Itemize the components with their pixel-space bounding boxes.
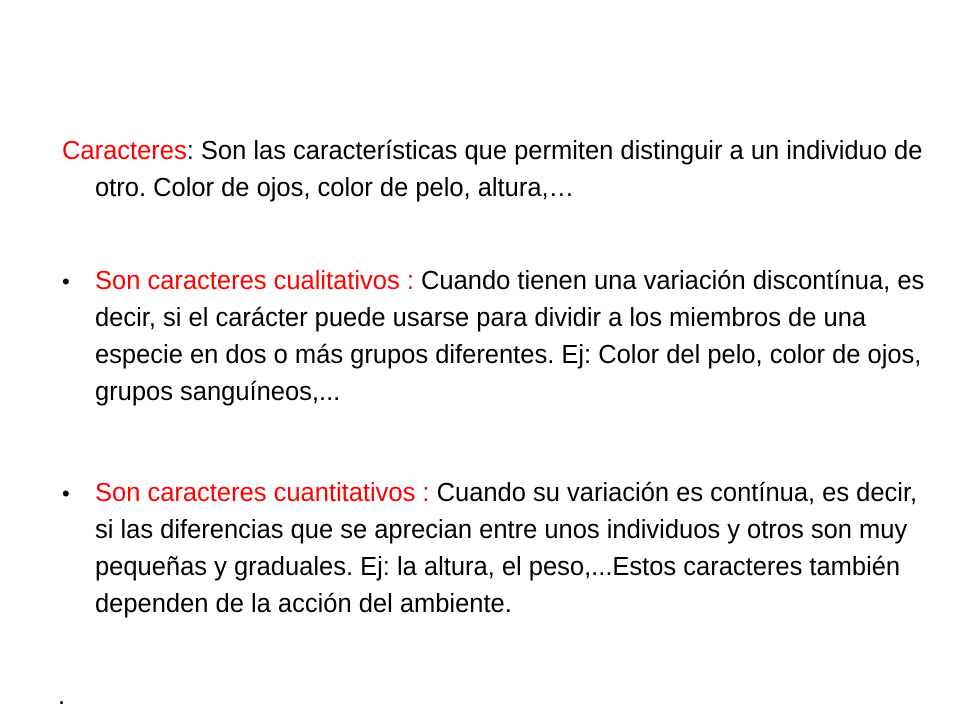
bullet-icon: •	[62, 269, 70, 294]
intro-text: : Son las características que permiten distinguir a un individuo de otro. Color de ojos, color de pelo, altura,…	[95, 137, 923, 202]
bullet-icon: •	[62, 481, 70, 506]
bullet-item-qualitative	[62, 263, 932, 411]
bullet-text-qualitative: Cuando tienen una variación discontínua, es decir, si el carácter puede usarse para dividir a los miembros de una especie en dos o más grupos diferentes. Ej: Color del pelo, color de ojos, grupos sanguíneos,...	[95, 267, 925, 406]
intro-paragraph	[62, 133, 932, 207]
bullet-label-qualitative: Son caracteres cualitativos :	[95, 267, 421, 295]
bullet-label-quantitative: Son caracteres cuantitativos :	[95, 479, 437, 507]
trailing-dot: .	[58, 682, 66, 710]
intro-term: Caracteres	[62, 137, 187, 165]
bullet-item-quantitative	[62, 475, 932, 623]
bullet-text-quantitative: Cuando su variación es contínua, es decir, si las diferencias que se aprecian entre unos individuos y otros son muy pequeñas y graduales. Ej: la altura, el peso,...Estos caracteres también dependen de la acción del ambiente.	[95, 479, 918, 618]
